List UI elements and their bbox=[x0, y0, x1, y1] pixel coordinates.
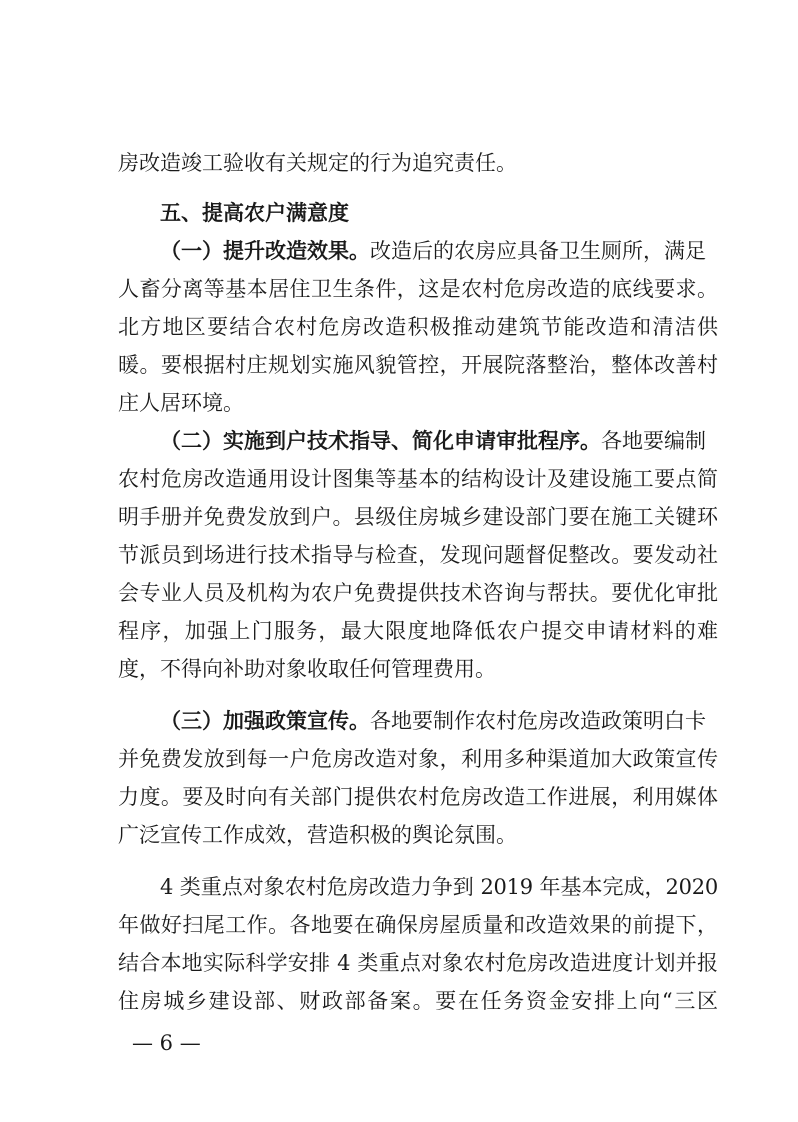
subsection-heading: （二）实施到户技术指导、简化申请审批程序。 bbox=[160, 428, 601, 453]
paragraph-line: 节派员到场进行技术指导与检查，发现问题督促整改。要发动社 bbox=[118, 543, 718, 567]
paragraph-line: 人畜分离等基本居住卫生条件，这是农村危房改造的底线要求。 bbox=[118, 277, 718, 301]
section-heading: 五、提高农户满意度 bbox=[160, 201, 349, 225]
paragraph-line: 北方地区要结合农村危房改造积极推动建筑节能改造和清洁供 bbox=[118, 315, 718, 339]
paragraph-line: 力度。要及时向有关部门提供农村危房改造工作进展，利用媒体 bbox=[118, 785, 718, 809]
page-number: — 6 — bbox=[132, 1031, 201, 1055]
paragraph-line: 度，不得向补助对象收取任何管理费用。 bbox=[118, 657, 496, 681]
paragraph-line: 并免费发放到每一户危房改造对象，利用多种渠道加大政策宣传 bbox=[118, 747, 718, 771]
subsection-heading: （三）加强政策宣传。 bbox=[160, 708, 370, 733]
paragraph-line: 年做好扫尾工作。各地要在确保房屋质量和改造效果的前提下， bbox=[118, 913, 718, 937]
paragraph-line: 程序，加强上门服务，最大限度地降低农户提交申请材料的难 bbox=[118, 619, 718, 643]
paragraph-line: 暖。要根据村庄规划实施风貌管控，开展院落整治，整体改善村 bbox=[118, 353, 718, 377]
paragraph-line: 结合本地实际科学安排 4 类重点对象农村危房改造进度计划并报 bbox=[118, 951, 718, 975]
paragraph-line: 明手册并免费发放到户。县级住房城乡建设部门要在施工关键环 bbox=[118, 505, 718, 529]
paragraph-text: 各地要制作农村危房改造政策明白卡 bbox=[370, 709, 706, 733]
paragraph-text: 各地要编制 bbox=[601, 429, 706, 453]
paragraph-line bbox=[160, 236, 718, 266]
paragraph-line bbox=[160, 706, 718, 736]
paragraph-line: 房改造竣工验收有关规定的行为追究责任。 bbox=[118, 151, 517, 175]
paragraph-line: 广泛宣传工作成效，营造积极的舆论氛围。 bbox=[118, 823, 517, 847]
paragraph-line: 庄人居环境。 bbox=[118, 391, 244, 415]
paragraph-text: 改造后的农房应具备卫生厕所，满足 bbox=[370, 239, 706, 263]
paragraph-line bbox=[160, 426, 718, 456]
paragraph-line: 会专业人员及机构为农户免费提供技术咨询与帮扶。要优化审批 bbox=[118, 581, 718, 605]
paragraph-line: 住房城乡建设部、财政部备案。要在任务资金安排上向“三区 bbox=[118, 989, 718, 1013]
paragraph-line: 4 类重点对象农村危房改造力争到 2019 年基本完成，2020 bbox=[160, 875, 718, 899]
subsection-heading: （一）提升改造效果。 bbox=[160, 238, 370, 263]
paragraph-line: 农村危房改造通用设计图集等基本的结构设计及建设施工要点简 bbox=[118, 467, 718, 491]
